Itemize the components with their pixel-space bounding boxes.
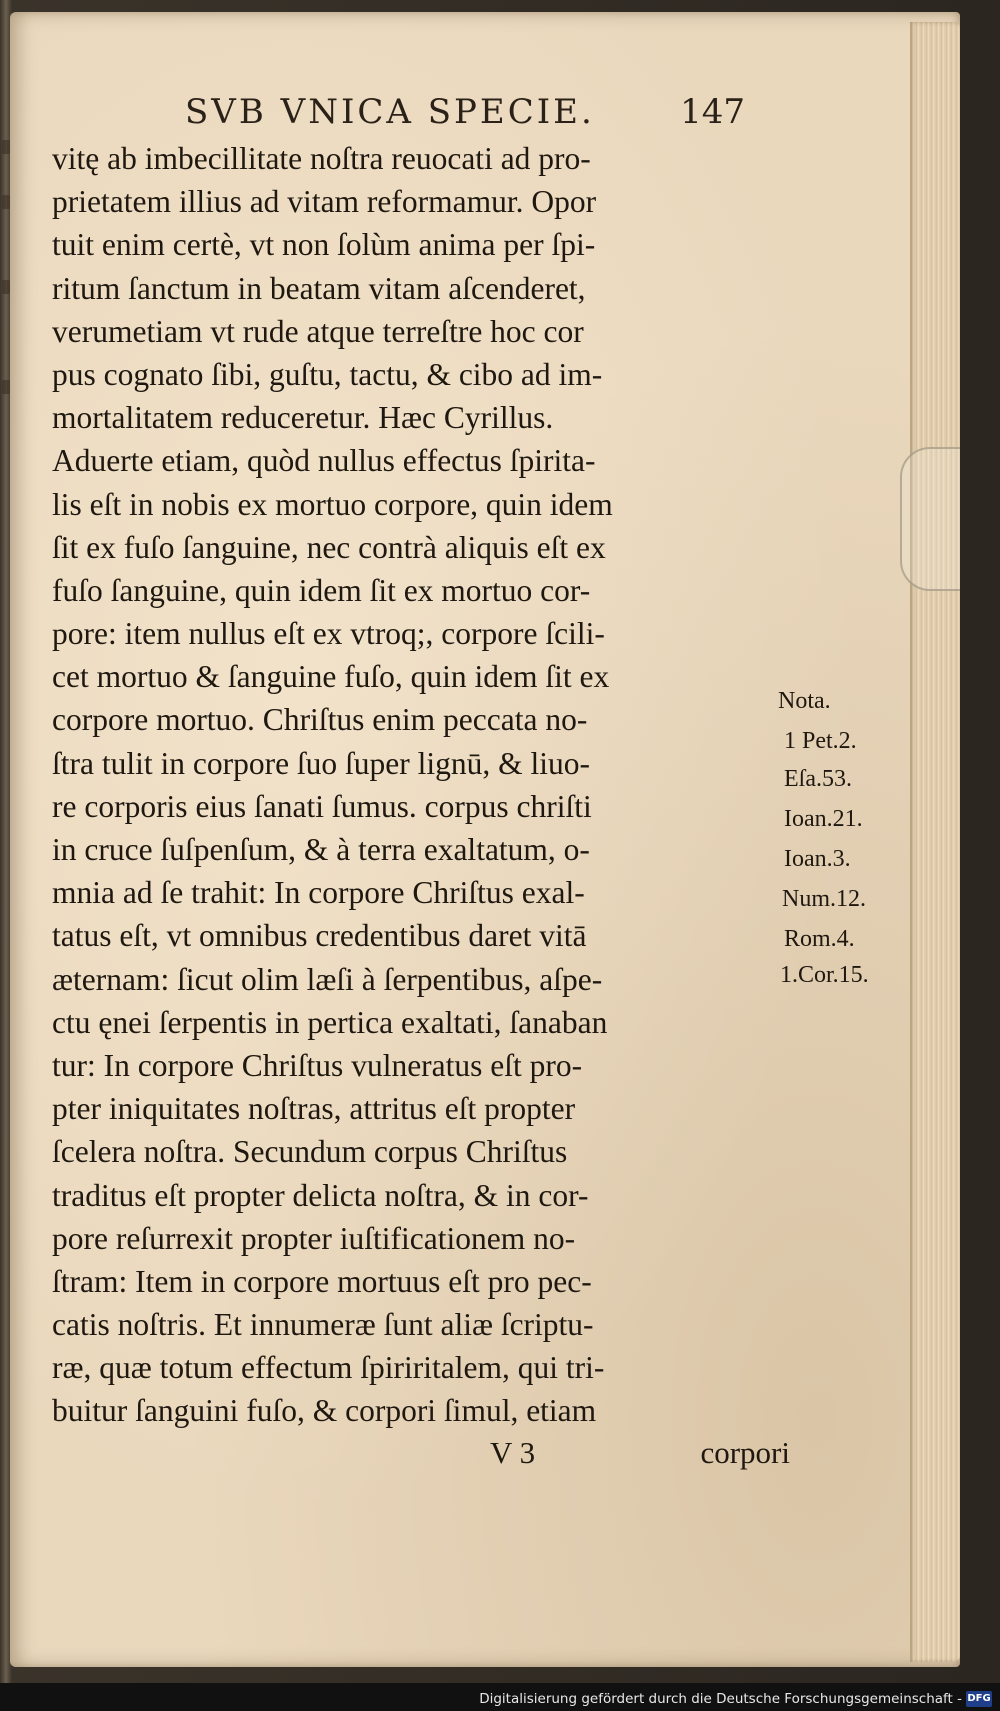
margin-note: Ioan.21. [784, 806, 863, 832]
margin-note: 1 Pet.2. [784, 728, 857, 754]
text-line: cet mortuo & ſanguine fuſo, quin idem ſit ex [52, 659, 610, 695]
text-line: fuſo ſanguine, quin idem ſit ex mortuo cor- [52, 572, 591, 608]
text-line: tuit enim certè, vt non ſolùm anima per ſpi- [52, 227, 596, 263]
text-line: vitę ab imbecillitate noſtra reuocati ad pro- [52, 141, 591, 176]
page-header [185, 92, 745, 138]
text-line: catis noſtris. Et innumeræ ſunt aliæ ſcriptu- [52, 1307, 594, 1343]
catchword: corpori [700, 1435, 790, 1470]
text-line: pus cognato ſibi, guſtu, tactu, & cibo ad im- [52, 356, 603, 392]
text-line: prietatem illius ad vitam reformamur. Opor [52, 184, 597, 220]
margin-note: 1.Cor.15. [780, 962, 869, 988]
text-line: pter iniquitates noſtras, attritus eſt propter [52, 1091, 576, 1127]
text-line: traditus eſt propter delicta noſtra, & in cor- [52, 1177, 589, 1213]
text-line: ræ, quæ totum effectum ſpiriritalem, qui tri- [52, 1350, 605, 1386]
page-number: 147 [680, 92, 745, 132]
text-line: tatus eſt, vt omnibus credentibus daret vitā [52, 918, 587, 954]
credit-text: Digitalisierung gefördert durch die Deutsche Forschungsgemeinschaft - [479, 1691, 962, 1707]
digitization-credit [479, 1691, 992, 1707]
text-line: Aduerte etiam, quòd nullus effectus ſpirita- [52, 443, 596, 479]
text-line: ſit ex fuſo ſanguine, nec contrà aliquis eſt ex [52, 529, 606, 565]
dfg-logo: DFG [966, 1691, 992, 1707]
text-line: ſtram: Item in corpore mortuus eſt pro pec- [52, 1263, 592, 1299]
text-line: ritum ſanctum in beatam vitam aſcenderet, [52, 270, 586, 306]
text-line: buitur ſanguini fuſo, & corpori ſimul, etiam [52, 1393, 597, 1429]
text-line: re corporis eius ſanati ſumus. corpus chriſti [52, 788, 592, 824]
gutter-marks [0, 120, 16, 440]
text-line: tur: In corpore Chriſtus vulneratus eſt pro- [52, 1047, 583, 1083]
page-fore-edge [910, 22, 960, 1662]
margin-note: Nota. [778, 688, 831, 714]
margin-note: Eſa.53. [784, 766, 852, 792]
text-line: mnia ad ſe trahit: In corpore Chriſtus exal- [52, 875, 585, 911]
text-line: verumetiam vt rude atque terreſtre hoc cor [52, 313, 584, 349]
text-line: pore reſurrexit propter iuſtificationem no- [52, 1220, 576, 1256]
text-line: mortalitatem reduceretur. Hæc Cyrillus. [52, 400, 554, 436]
text-line: lis eſt in nobis ex mortuo corpore, quin idem [52, 486, 613, 522]
body-text [52, 137, 782, 1433]
text-line: ſcelera noſtra. Secundum corpus Chriſtus [52, 1134, 568, 1170]
text-line: in cruce ſuſpenſum, & à terra exaltatum, o- [52, 832, 590, 867]
text-line: pore: item nullus eſt ex vtroq;, corpore ſcili- [52, 616, 605, 652]
signature-mark: V 3 [490, 1435, 536, 1470]
text-line: corpore mortuo. Chriſtus enim peccata no- [52, 702, 588, 738]
margin-note: Num.12. [782, 886, 866, 912]
running-title: SVB VNICA SPECIE. [185, 92, 595, 132]
text-line: æternam: ſicut olim læſi à ſerpentibus, aſpe- [52, 961, 603, 997]
page-clip [900, 447, 960, 591]
text-line: ſtra tulit in corpore ſuo ſuper lignū, & liuo- [52, 745, 591, 781]
margin-note: Rom.4. [784, 926, 855, 952]
page-footer [490, 1435, 790, 1475]
text-line: ctu ęnei ſerpentis in pertica exaltati, ſanaban [52, 1004, 608, 1040]
margin-note: Ioan.3. [784, 846, 851, 872]
